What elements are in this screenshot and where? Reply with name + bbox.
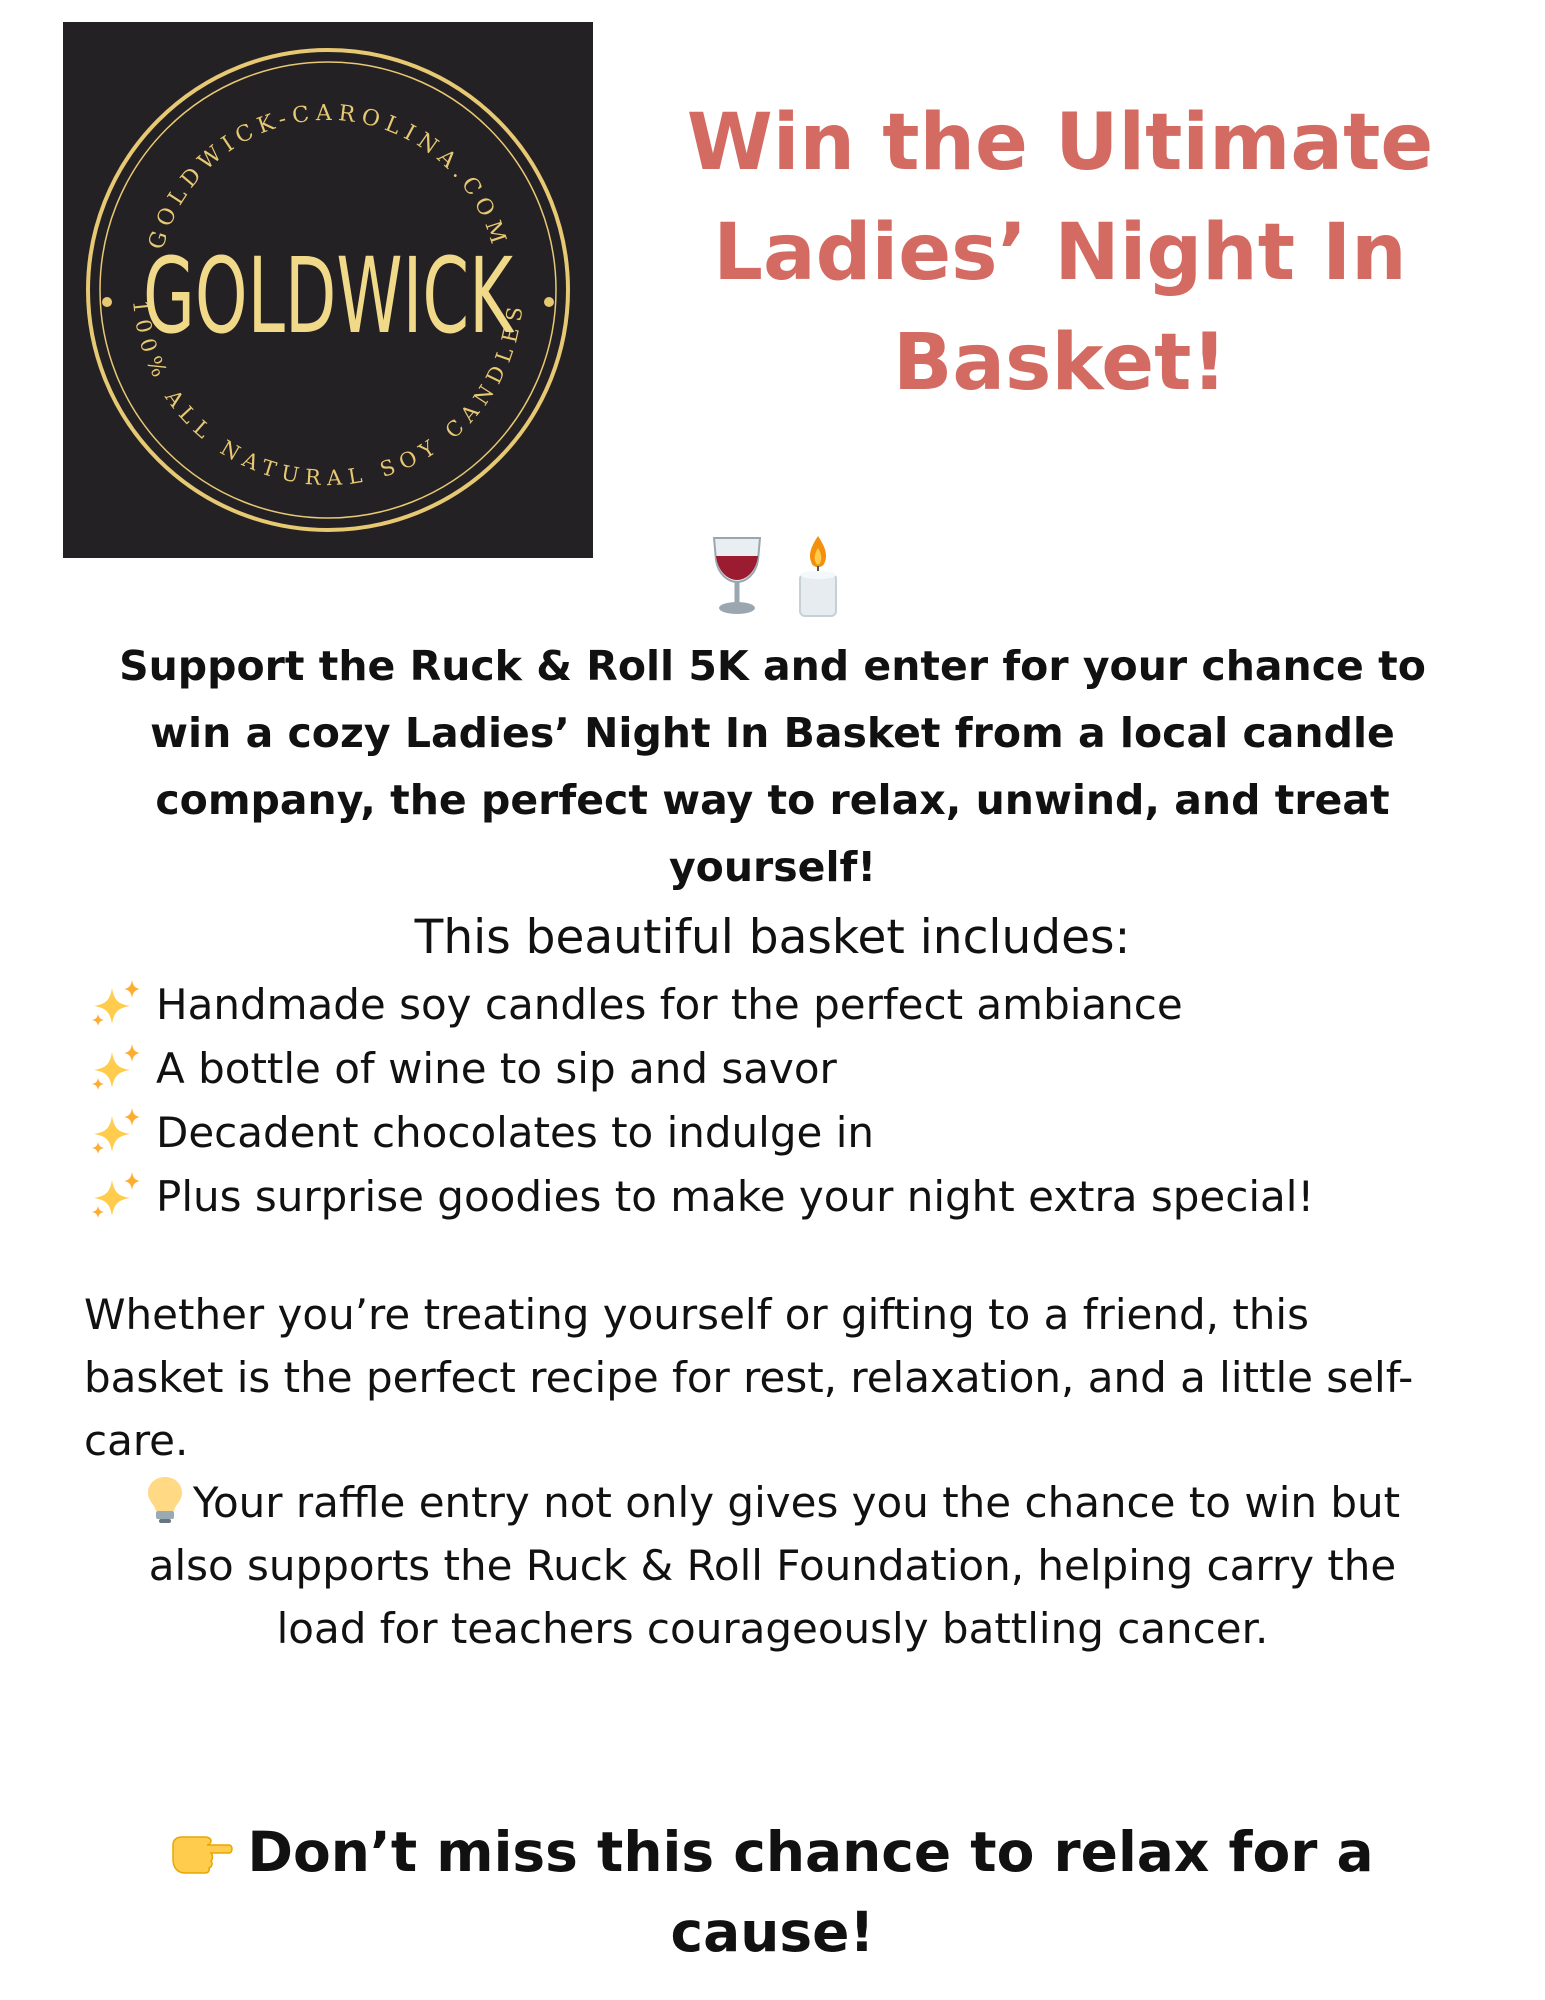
decor-emoji-row bbox=[700, 534, 880, 620]
list-item-text: Plus surprise goodies to make your night extra special! bbox=[156, 1171, 1315, 1221]
intro-line-4: yourself! bbox=[668, 843, 877, 891]
list-item-text: A bottle of wine to sip and savor bbox=[156, 1043, 837, 1093]
body-line-3: care. bbox=[84, 1416, 189, 1465]
headline-line-3: Basket! bbox=[892, 318, 1228, 408]
sparkles-icon bbox=[90, 1042, 142, 1094]
cta-text: Don’t miss this chance to relax for a cause! bbox=[247, 1820, 1374, 1964]
goldwick-logo-art bbox=[63, 22, 593, 558]
body-line-1: Whether you’re treating yourself or gifting to a friend, this bbox=[84, 1290, 1309, 1339]
intro-paragraph bbox=[100, 633, 1445, 901]
goldwick-logo bbox=[63, 22, 593, 558]
list-item bbox=[90, 972, 1314, 1036]
logo-ring-top-text: GOLDWICK-CAROLINA.COM bbox=[144, 100, 513, 253]
list-item bbox=[90, 1036, 1314, 1100]
body-line-2: basket is the perfect recipe for rest, relaxation, and a little self- bbox=[84, 1353, 1414, 1402]
pointing-hand-icon bbox=[171, 1825, 235, 1875]
raffle-line-1: Your raffle entry not only gives you the chance to win but bbox=[192, 1478, 1401, 1527]
logo-brand-text: GOLDWICK bbox=[143, 235, 515, 357]
raffle-line-3: load for teachers courageously battling cancer. bbox=[276, 1604, 1269, 1653]
logo-ring-bottom-text: 100% ALL NATURAL SOY CANDLES bbox=[128, 298, 528, 491]
sparkles-icon bbox=[90, 1106, 142, 1158]
headline bbox=[660, 88, 1460, 418]
includes-list bbox=[90, 972, 1314, 1228]
intro-line-3: company, the perfect way to relax, unwind, and treat bbox=[155, 776, 1390, 824]
sparkles-icon bbox=[90, 1170, 142, 1222]
light-bulb-icon bbox=[145, 1475, 185, 1525]
list-item-text: Decadent chocolates to indulge in bbox=[156, 1107, 874, 1157]
raffle-line-2: also supports the Ruck & Roll Foundation, helping carry the bbox=[148, 1541, 1397, 1590]
wine-glass-icon bbox=[710, 534, 764, 618]
call-to-action bbox=[100, 1812, 1445, 1972]
headline-line-1: Win the Ultimate bbox=[686, 98, 1434, 188]
includes-heading: This beautiful basket includes: bbox=[414, 910, 1131, 965]
sparkles-icon bbox=[90, 978, 142, 1030]
list-item bbox=[90, 1164, 1314, 1228]
candle-icon bbox=[792, 534, 844, 618]
list-item bbox=[90, 1100, 1314, 1164]
raffle-paragraph bbox=[100, 1471, 1445, 1660]
body-paragraph bbox=[84, 1283, 1484, 1472]
headline-line-2: Ladies’ Night In bbox=[713, 208, 1407, 298]
intro-line-2: win a cozy Ladies’ Night In Basket from a local candle bbox=[150, 709, 1395, 757]
intro-line-1: Support the Ruck & Roll 5K and enter for your chance to bbox=[119, 642, 1426, 690]
list-item-text: Handmade soy candles for the perfect ambiance bbox=[156, 979, 1183, 1029]
